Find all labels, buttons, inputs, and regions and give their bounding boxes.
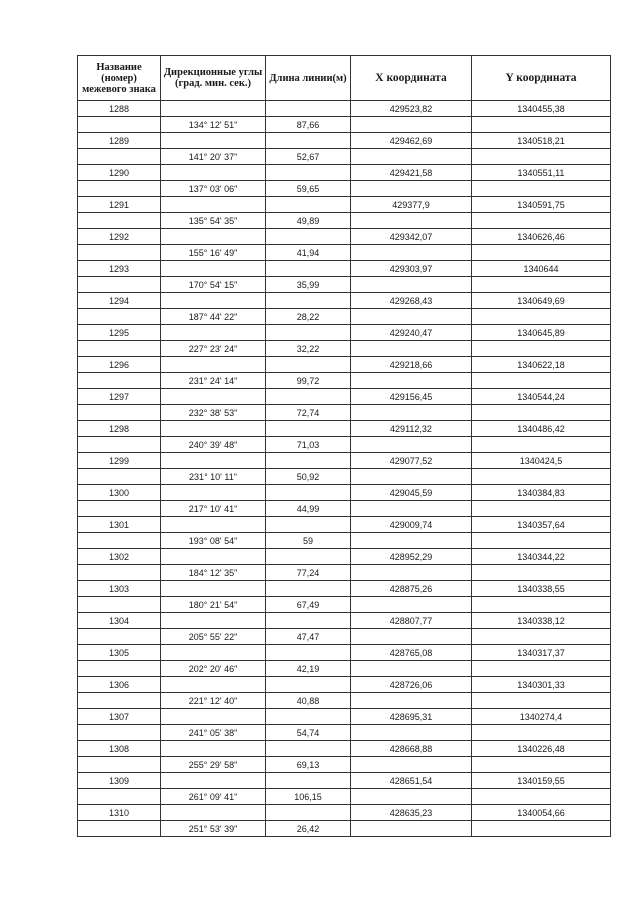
point-name-cell: 1293 (78, 261, 161, 277)
table-row (78, 421, 611, 437)
y-coordinate-cell: 1340649,69 (472, 293, 611, 309)
line-length-cell (266, 165, 351, 181)
line-length-cell (266, 677, 351, 693)
table-row (78, 741, 611, 757)
direction-angle-cell (161, 677, 266, 693)
point-name-cell (78, 277, 161, 293)
point-name-cell: 1296 (78, 357, 161, 373)
x-coordinate-cell: 429156,45 (351, 389, 472, 405)
direction-angle-cell (161, 325, 266, 341)
y-coordinate-cell: 1340226,48 (472, 741, 611, 757)
y-coordinate-cell (472, 789, 611, 805)
table-row (78, 165, 611, 181)
y-coordinate-cell: 1340645,89 (472, 325, 611, 341)
point-name-cell (78, 789, 161, 805)
x-coordinate-cell: 429268,43 (351, 293, 472, 309)
y-coordinate-cell: 1340384,83 (472, 485, 611, 501)
direction-angle-cell (161, 613, 266, 629)
point-name-cell (78, 661, 161, 677)
direction-angle-cell: 217° 10' 41" (161, 501, 266, 517)
line-length-cell (266, 133, 351, 149)
y-coordinate-cell: 1340455,38 (472, 101, 611, 117)
table-header (78, 56, 611, 101)
x-coordinate-cell (351, 341, 472, 357)
x-coordinate-cell (351, 501, 472, 517)
line-length-cell (266, 581, 351, 597)
header-line-length: Длина линии(м) (266, 56, 351, 101)
y-coordinate-cell (472, 181, 611, 197)
direction-angle-cell: 155° 16' 49" (161, 245, 266, 261)
y-coordinate-cell (472, 405, 611, 421)
point-name-cell: 1304 (78, 613, 161, 629)
line-length-cell: 69,13 (266, 757, 351, 773)
table-row (78, 133, 611, 149)
y-coordinate-cell: 1340551,11 (472, 165, 611, 181)
direction-angle-cell: 202° 20' 46" (161, 661, 266, 677)
x-coordinate-cell: 428807,77 (351, 613, 472, 629)
x-coordinate-cell: 429342,07 (351, 229, 472, 245)
point-name-cell: 1301 (78, 517, 161, 533)
x-coordinate-cell: 428765,08 (351, 645, 472, 661)
y-coordinate-cell (472, 341, 611, 357)
x-coordinate-cell: 429462,69 (351, 133, 472, 149)
table-row (78, 645, 611, 661)
direction-angle-cell (161, 549, 266, 565)
table-row (78, 725, 611, 741)
y-coordinate-cell (472, 597, 611, 613)
table-body (78, 101, 611, 837)
direction-angle-cell: 231° 10' 11" (161, 469, 266, 485)
direction-angle-cell: 251° 53' 39" (161, 821, 266, 837)
x-coordinate-cell: 429377,9 (351, 197, 472, 213)
line-length-cell: 77,24 (266, 565, 351, 581)
point-name-cell: 1298 (78, 421, 161, 437)
point-name-cell: 1307 (78, 709, 161, 725)
x-coordinate-cell (351, 405, 472, 421)
direction-angle-cell (161, 421, 266, 437)
x-coordinate-cell: 428875,26 (351, 581, 472, 597)
direction-angle-cell: 221° 12' 40" (161, 693, 266, 709)
y-coordinate-cell (472, 725, 611, 741)
header-row (78, 56, 611, 101)
line-length-cell: 52,67 (266, 149, 351, 165)
point-name-cell: 1289 (78, 133, 161, 149)
table-row (78, 437, 611, 453)
direction-angle-cell (161, 133, 266, 149)
x-coordinate-cell (351, 661, 472, 677)
line-length-cell (266, 485, 351, 501)
direction-angle-cell: 135° 54' 35" (161, 213, 266, 229)
direction-angle-cell (161, 229, 266, 245)
y-coordinate-cell (472, 501, 611, 517)
point-name-cell: 1310 (78, 805, 161, 821)
table-row (78, 405, 611, 421)
x-coordinate-cell: 428651,54 (351, 773, 472, 789)
point-name-cell (78, 405, 161, 421)
x-coordinate-cell (351, 565, 472, 581)
line-length-cell: 47,47 (266, 629, 351, 645)
table-row (78, 453, 611, 469)
table-row (78, 485, 611, 501)
point-name-cell (78, 629, 161, 645)
x-coordinate-cell (351, 213, 472, 229)
y-coordinate-cell (472, 469, 611, 485)
x-coordinate-cell (351, 757, 472, 773)
table-row (78, 373, 611, 389)
line-length-cell (266, 613, 351, 629)
table-row (78, 117, 611, 133)
y-coordinate-cell (472, 629, 611, 645)
y-coordinate-cell (472, 661, 611, 677)
table-row (78, 181, 611, 197)
direction-angle-cell: 227° 23' 24" (161, 341, 266, 357)
y-coordinate-cell: 1340622,18 (472, 357, 611, 373)
x-coordinate-cell: 428668,88 (351, 741, 472, 757)
direction-angle-cell (161, 645, 266, 661)
table-row (78, 517, 611, 533)
line-length-cell (266, 101, 351, 117)
direction-angle-cell: 232° 38' 53" (161, 405, 266, 421)
y-coordinate-cell: 1340338,12 (472, 613, 611, 629)
y-coordinate-cell: 1340274,4 (472, 709, 611, 725)
y-coordinate-cell (472, 693, 611, 709)
table-row (78, 661, 611, 677)
direction-angle-cell: 134° 12' 51" (161, 117, 266, 133)
line-length-cell: 49,89 (266, 213, 351, 229)
x-coordinate-cell: 429421,58 (351, 165, 472, 181)
line-length-cell: 28,22 (266, 309, 351, 325)
line-length-cell: 42,19 (266, 661, 351, 677)
point-name-cell: 1308 (78, 741, 161, 757)
x-coordinate-cell (351, 309, 472, 325)
table-row (78, 709, 611, 725)
direction-angle-cell (161, 293, 266, 309)
table-row (78, 821, 611, 837)
y-coordinate-cell (472, 277, 611, 293)
direction-angle-cell: 137° 03' 06" (161, 181, 266, 197)
line-length-cell: 41,94 (266, 245, 351, 261)
line-length-cell (266, 453, 351, 469)
y-coordinate-cell: 1340518,21 (472, 133, 611, 149)
direction-angle-cell: 205° 55' 22" (161, 629, 266, 645)
table-row (78, 197, 611, 213)
x-coordinate-cell (351, 373, 472, 389)
direction-angle-cell (161, 485, 266, 501)
direction-angle-cell (161, 453, 266, 469)
y-coordinate-cell (472, 117, 611, 133)
point-name-cell (78, 693, 161, 709)
table-row (78, 805, 611, 821)
line-length-cell: 32,22 (266, 341, 351, 357)
direction-angle-cell: 141° 20' 37" (161, 149, 266, 165)
x-coordinate-cell: 429523,82 (351, 101, 472, 117)
y-coordinate-cell: 1340159,55 (472, 773, 611, 789)
y-coordinate-cell: 1340544,24 (472, 389, 611, 405)
y-coordinate-cell: 1340591,75 (472, 197, 611, 213)
y-coordinate-cell: 1340644 (472, 261, 611, 277)
line-length-cell: 35,99 (266, 277, 351, 293)
y-coordinate-cell (472, 309, 611, 325)
direction-angle-cell (161, 165, 266, 181)
coordinates-table (77, 55, 611, 837)
y-coordinate-cell: 1340338,55 (472, 581, 611, 597)
line-length-cell (266, 805, 351, 821)
line-length-cell (266, 709, 351, 725)
direction-angle-cell (161, 357, 266, 373)
line-length-cell: 26,42 (266, 821, 351, 837)
direction-angle-cell: 193° 08' 54" (161, 533, 266, 549)
header-y-coordinate: Y координата (472, 56, 611, 101)
point-name-cell (78, 373, 161, 389)
point-name-cell (78, 213, 161, 229)
y-coordinate-cell (472, 757, 611, 773)
line-length-cell: 99,72 (266, 373, 351, 389)
line-length-cell: 40,88 (266, 693, 351, 709)
table-row (78, 613, 611, 629)
x-coordinate-cell (351, 469, 472, 485)
point-name-cell (78, 181, 161, 197)
point-name-cell: 1300 (78, 485, 161, 501)
point-name-cell: 1309 (78, 773, 161, 789)
direction-angle-cell: 240° 39' 48" (161, 437, 266, 453)
y-coordinate-cell (472, 213, 611, 229)
y-coordinate-cell (472, 373, 611, 389)
table-row (78, 245, 611, 261)
y-coordinate-cell: 1340424,5 (472, 453, 611, 469)
table-row (78, 101, 611, 117)
x-coordinate-cell: 428695,31 (351, 709, 472, 725)
direction-angle-cell (161, 709, 266, 725)
table-row (78, 213, 611, 229)
table-row (78, 501, 611, 517)
x-coordinate-cell (351, 117, 472, 133)
point-name-cell (78, 565, 161, 581)
direction-angle-cell (161, 101, 266, 117)
direction-angle-cell (161, 581, 266, 597)
point-name-cell (78, 821, 161, 837)
direction-angle-cell: 241° 05' 38" (161, 725, 266, 741)
line-length-cell (266, 645, 351, 661)
line-length-cell (266, 357, 351, 373)
point-name-cell: 1305 (78, 645, 161, 661)
x-coordinate-cell (351, 629, 472, 645)
header-direction-angle: Дирекционные углы (град. мин. сек.) (161, 56, 266, 101)
x-coordinate-cell (351, 693, 472, 709)
table-row (78, 693, 611, 709)
direction-angle-cell (161, 805, 266, 821)
line-length-cell: 67,49 (266, 597, 351, 613)
table-row (78, 773, 611, 789)
line-length-cell (266, 293, 351, 309)
x-coordinate-cell: 429112,32 (351, 421, 472, 437)
direction-angle-cell: 170° 54' 15" (161, 277, 266, 293)
table-row (78, 293, 611, 309)
point-name-cell: 1288 (78, 101, 161, 117)
header-point-name: Название (номер) межевого знака (78, 56, 161, 101)
point-name-cell (78, 533, 161, 549)
point-name-cell (78, 341, 161, 357)
line-length-cell: 59 (266, 533, 351, 549)
x-coordinate-cell: 429009,74 (351, 517, 472, 533)
line-length-cell: 71,03 (266, 437, 351, 453)
direction-angle-cell (161, 773, 266, 789)
direction-angle-cell (161, 261, 266, 277)
line-length-cell (266, 261, 351, 277)
line-length-cell: 50,92 (266, 469, 351, 485)
line-length-cell (266, 389, 351, 405)
table-row (78, 677, 611, 693)
line-length-cell: 54,74 (266, 725, 351, 741)
direction-angle-cell: 261° 09' 41" (161, 789, 266, 805)
x-coordinate-cell: 429303,97 (351, 261, 472, 277)
line-length-cell (266, 517, 351, 533)
table-row (78, 549, 611, 565)
y-coordinate-cell: 1340054,66 (472, 805, 611, 821)
table-row (78, 229, 611, 245)
table-row (78, 389, 611, 405)
y-coordinate-cell: 1340357,64 (472, 517, 611, 533)
point-name-cell: 1303 (78, 581, 161, 597)
table-row (78, 533, 611, 549)
point-name-cell: 1291 (78, 197, 161, 213)
line-length-cell (266, 741, 351, 757)
line-length-cell (266, 229, 351, 245)
y-coordinate-cell: 1340626,46 (472, 229, 611, 245)
x-coordinate-cell (351, 821, 472, 837)
point-name-cell: 1294 (78, 293, 161, 309)
y-coordinate-cell (472, 245, 611, 261)
y-coordinate-cell: 1340317,37 (472, 645, 611, 661)
point-name-cell: 1297 (78, 389, 161, 405)
point-name-cell (78, 501, 161, 517)
table-row (78, 149, 611, 165)
direction-angle-cell: 180° 21' 54" (161, 597, 266, 613)
x-coordinate-cell (351, 789, 472, 805)
line-length-cell (266, 773, 351, 789)
table-row (78, 789, 611, 805)
x-coordinate-cell (351, 725, 472, 741)
table-row (78, 325, 611, 341)
point-name-cell (78, 245, 161, 261)
x-coordinate-cell: 429240,47 (351, 325, 472, 341)
x-coordinate-cell: 429218,66 (351, 357, 472, 373)
point-name-cell (78, 149, 161, 165)
x-coordinate-cell: 428952,29 (351, 549, 472, 565)
y-coordinate-cell (472, 149, 611, 165)
x-coordinate-cell (351, 149, 472, 165)
table-row (78, 309, 611, 325)
x-coordinate-cell (351, 245, 472, 261)
point-name-cell (78, 597, 161, 613)
point-name-cell (78, 757, 161, 773)
table-row (78, 581, 611, 597)
x-coordinate-cell: 428635,23 (351, 805, 472, 821)
point-name-cell: 1302 (78, 549, 161, 565)
point-name-cell (78, 309, 161, 325)
direction-angle-cell: 255° 29' 58" (161, 757, 266, 773)
y-coordinate-cell: 1340486,42 (472, 421, 611, 437)
point-name-cell: 1306 (78, 677, 161, 693)
table-row (78, 757, 611, 773)
point-name-cell (78, 437, 161, 453)
y-coordinate-cell: 1340344,22 (472, 549, 611, 565)
point-name-cell: 1292 (78, 229, 161, 245)
direction-angle-cell: 187° 44' 22" (161, 309, 266, 325)
table-row (78, 341, 611, 357)
table-row (78, 261, 611, 277)
line-length-cell (266, 549, 351, 565)
y-coordinate-cell (472, 437, 611, 453)
direction-angle-cell (161, 389, 266, 405)
table-row (78, 469, 611, 485)
table-row (78, 357, 611, 373)
y-coordinate-cell (472, 821, 611, 837)
header-x-coordinate: X координата (351, 56, 472, 101)
x-coordinate-cell: 429077,52 (351, 453, 472, 469)
point-name-cell: 1299 (78, 453, 161, 469)
direction-angle-cell (161, 197, 266, 213)
table-row (78, 565, 611, 581)
x-coordinate-cell (351, 437, 472, 453)
point-name-cell: 1290 (78, 165, 161, 181)
direction-angle-cell: 231° 24' 14" (161, 373, 266, 389)
table-row (78, 277, 611, 293)
direction-angle-cell: 184° 12' 35" (161, 565, 266, 581)
y-coordinate-cell (472, 533, 611, 549)
line-length-cell (266, 421, 351, 437)
point-name-cell (78, 469, 161, 485)
line-length-cell: 59,65 (266, 181, 351, 197)
y-coordinate-cell (472, 565, 611, 581)
line-length-cell: 44,99 (266, 501, 351, 517)
direction-angle-cell (161, 741, 266, 757)
x-coordinate-cell (351, 181, 472, 197)
line-length-cell: 87,66 (266, 117, 351, 133)
direction-angle-cell (161, 517, 266, 533)
table-row (78, 597, 611, 613)
line-length-cell: 106,15 (266, 789, 351, 805)
table-row (78, 629, 611, 645)
x-coordinate-cell: 429045,59 (351, 485, 472, 501)
line-length-cell (266, 197, 351, 213)
x-coordinate-cell (351, 277, 472, 293)
x-coordinate-cell (351, 597, 472, 613)
x-coordinate-cell: 428726,06 (351, 677, 472, 693)
line-length-cell (266, 325, 351, 341)
x-coordinate-cell (351, 533, 472, 549)
point-name-cell (78, 725, 161, 741)
point-name-cell: 1295 (78, 325, 161, 341)
point-name-cell (78, 117, 161, 133)
line-length-cell: 72,74 (266, 405, 351, 421)
y-coordinate-cell: 1340301,33 (472, 677, 611, 693)
